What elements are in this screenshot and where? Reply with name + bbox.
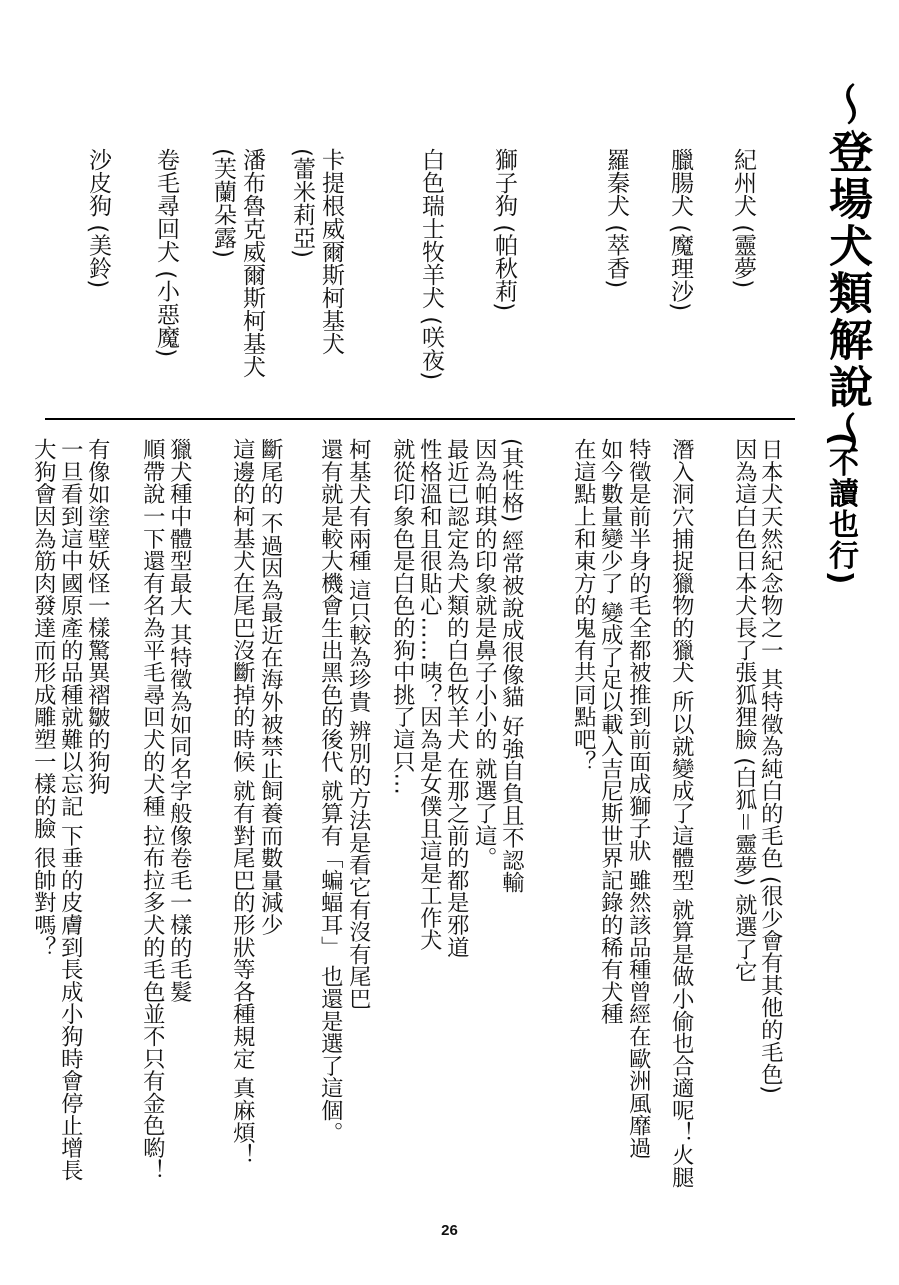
body-text-line: 還有就是較大機會生出黑色的後代 就算有「蝙蝠耳」 也還是選了這個。 xyxy=(317,438,344,1144)
dog-list-item: 卷毛尋回犬 (小惡魔) xyxy=(153,148,179,358)
body-text-line: 有像如塗壁妖怪一樣驚異褶皺的狗狗 xyxy=(84,438,111,795)
section-divider xyxy=(45,418,795,420)
body-text-line: 因為帕琪的印象就是鼻子小小的 就選了這。 xyxy=(471,438,498,869)
page-title: ～登場犬類解說～ xyxy=(821,82,872,458)
page-subtitle: (不讀也行) xyxy=(823,432,858,586)
body-text-line: 柯基犬有兩種 這只較為珍貴 辨別的方法是看它有沒有尾巴 xyxy=(345,438,372,1010)
body-text-line: 斷尾的 不過因為最近在海外被禁止飼養而數量減少 xyxy=(257,438,284,936)
body-text-line: 獵犬種中體型最大 其特徵為如同名字般像卷毛一樣的毛髮 xyxy=(166,438,193,1003)
body-text-line: 一旦看到這中國原產的品種就難以忘記 下垂的皮膚到長成小狗時會停止增長 xyxy=(57,438,84,1181)
body-text-line: 順帶說一下還有名為平毛尋回犬的犬種 拉布拉多犬的毛色並不只有金色喲！ xyxy=(139,438,166,1181)
body-text-line: 在這點上和東方的鬼有共同點吧？ xyxy=(570,438,597,773)
body-text-line: 如今數量變少了 變成了足以載入吉尼斯世界記錄的稀有犬種 xyxy=(597,438,624,1025)
dog-list-item: (芙蘭朵露) xyxy=(210,148,236,258)
dog-list-item: (蕾米莉亞) xyxy=(289,148,315,258)
dog-list-item: 卡提根威爾斯柯基犬 xyxy=(318,148,344,355)
body-text-line: (其性格) 經常被說成很像貓 好強自負且不認輸 xyxy=(498,438,525,894)
dog-list-item: 紀州犬 (靈夢) xyxy=(730,148,756,289)
body-text-line: 潛入洞穴捕捉獵物的獵犬 所以就變成了這體型 就算是做小偷也合適呢！火腿 xyxy=(668,438,695,1189)
body-text-line: 因為這白色日本犬長了張狐狸臉 (白狐＝靈夢) 就選了它 xyxy=(731,438,758,983)
dog-list-item: 潘布魯克威爾斯柯基犬 xyxy=(239,148,265,378)
dog-list-item: 沙皮狗 (美鈴) xyxy=(85,148,111,289)
body-text-line: 大狗會因為筋肉發達而形成雕塑一樣的臉 很帥對嗎？ xyxy=(30,438,57,958)
body-text-line: 這邊的柯基犬在尾巴沒斷掉的時候 就有對尾巴的形狀等各種規定 真麻煩！ xyxy=(229,438,256,1166)
dog-list-item: 臘腸犬 (魔理沙) xyxy=(667,148,693,312)
body-text-line: 性格溫和且很貼心……咦？因為是女僕且這是工作犬 xyxy=(416,438,443,951)
body-text-line: 就從印象色是白色的狗中挑了這只… xyxy=(389,438,416,795)
dog-list-item: 白色瑞士牧羊犬 (咲夜) xyxy=(418,148,444,381)
body-text-line: 最近已認定為犬類的白色牧羊犬 在那之前的都是邪道 xyxy=(443,438,470,958)
dog-list-item: 羅秦犬 (萃香) xyxy=(603,148,629,289)
body-text-line: 日本犬天然紀念物之一 其特徵為純白的毛色 (很少會有其他的毛色) xyxy=(757,438,784,1094)
body-text-line: 特徵是前半身的毛全都被推到前面成獅子狀 雖然該品種曾經在歐洲風靡過 xyxy=(625,438,652,1159)
page-number: 26 xyxy=(441,1222,458,1239)
dog-list-item: 獅子狗 (帕秋莉) xyxy=(491,148,517,312)
